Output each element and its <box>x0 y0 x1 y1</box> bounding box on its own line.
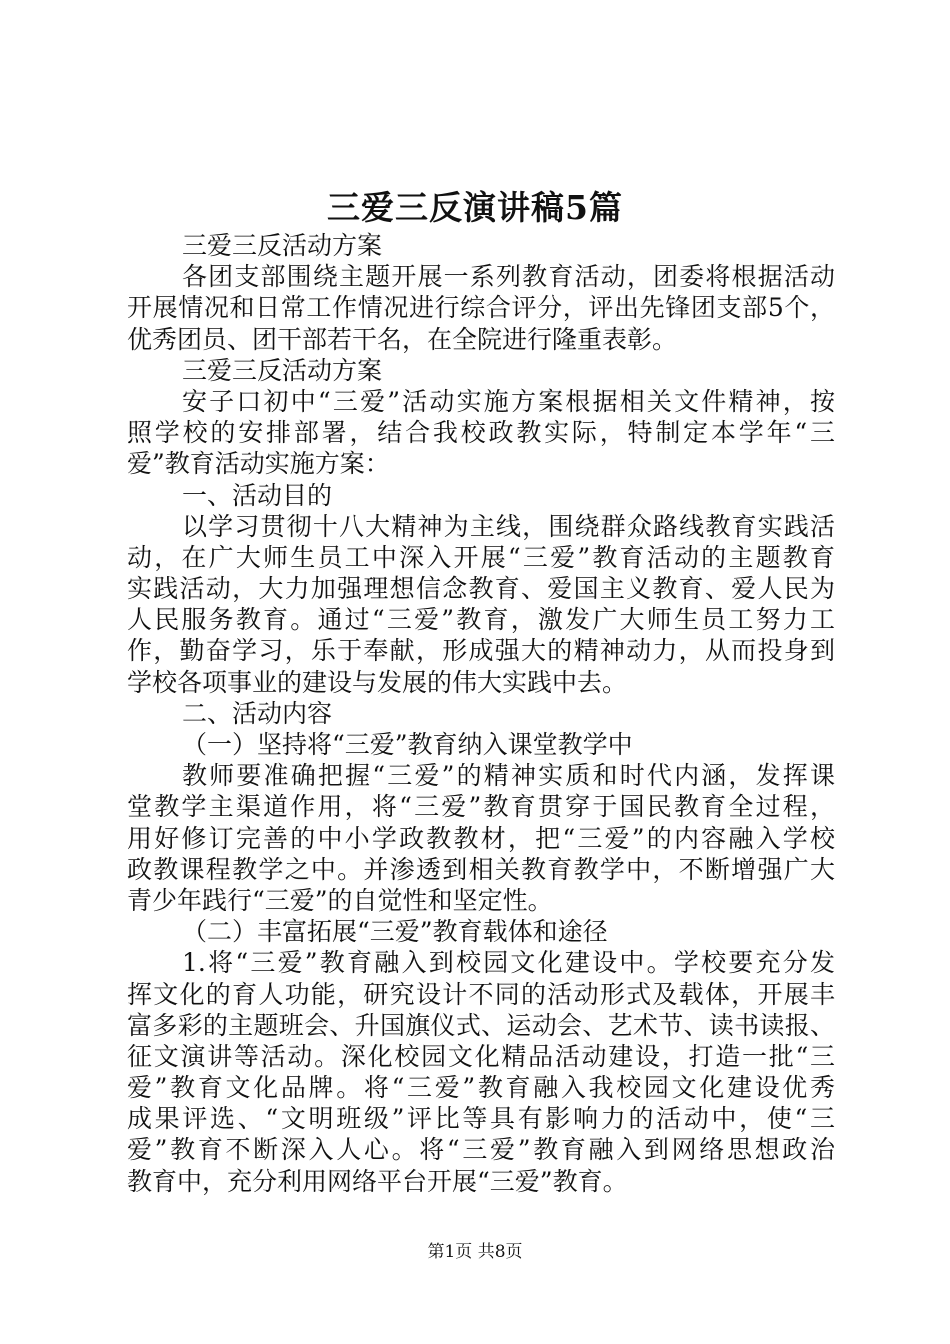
text-line: 爱”教育不断深入人心。将“三爱”教育融入到网络思想政治 <box>127 1135 835 1165</box>
text-line: 青少年践行“三爱”的自觉性和坚定性。 <box>127 885 553 915</box>
text-line: 富多彩的主题班会、升国旗仪式、运动会、艺术节、读书读报、 <box>127 1010 835 1040</box>
document-title: 三爱三反演讲稿5篇 <box>327 188 623 227</box>
text-line: 三爱三反活动方案 <box>182 231 383 260</box>
text-line: 照学校的安排部署，结合我校政教实际，特制定本学年“三 <box>127 418 835 448</box>
text-line: 三爱三反活动方案 <box>182 355 383 385</box>
text-line: 挥文化的育人功能，研究设计不同的活动形式及载体，开展丰 <box>127 979 835 1009</box>
text-line: 人民服务教育。通过“三爱”教育，激发广大师生员工努力工 <box>127 605 835 635</box>
text-line: 以学习贯彻十八大精神为主线，围绕群众路线教育实践活 <box>182 511 835 541</box>
text-line: 各团支部围绕主题开展一系列教育活动，团委将根据活动 <box>182 262 835 292</box>
text-line: （二）丰富拓展“三爱”教育载体和途径 <box>182 917 608 947</box>
text-line: 二、活动内容 <box>182 698 333 728</box>
text-line: 安子口初中“三爱”活动实施方案根据相关文件精神，按 <box>182 386 835 416</box>
text-line: 用好修订完善的中小学政教教材，把“三爱”的内容融入学校 <box>127 823 835 853</box>
text-line: 1.将“三爱”教育融入到校园文化建设中。学校要充分发 <box>182 948 835 978</box>
text-line: 成果评选、“文明班级”评比等具有影响力的活动中，使“三 <box>127 1104 835 1134</box>
text-line: 实践活动，大力加强理想信念教育、爱国主义教育、爱人民为 <box>127 574 835 604</box>
text-line: 教师要准确把握“三爱”的精神实质和时代内涵，发挥课 <box>182 761 835 791</box>
text-line: 征文演讲等活动。深化校园文化精品活动建设，打造一批“三 <box>127 1041 835 1071</box>
text-line: 开展情况和日常工作情况进行综合评分，评出先锋团支部5个， <box>127 293 835 323</box>
text-line: 堂教学主渠道作用，将“三爱”教育贯穿于国民教育全过程， <box>127 792 835 822</box>
document-body <box>127 230 835 1197</box>
text-line: 学校各项事业的建设与发展的伟大实践中去。 <box>127 667 628 697</box>
text-line: 作，勤奋学习，乐于奉献，形成强大的精神动力，从而投身到 <box>127 636 835 666</box>
text-line: 政教课程教学之中。并渗透到相关教育教学中，不断增强广大 <box>127 854 835 884</box>
text-line: 动，在广大师生员工中深入开展“三爱”教育活动的主题教育 <box>127 542 835 572</box>
text-line: （一）坚持将“三爱”教育纳入课堂教学中 <box>182 730 633 759</box>
text-line: 爱”教育文化品牌。将“三爱”教育融入我校园文化建设优秀 <box>127 1073 835 1103</box>
page-footer: 第1页 共8页 <box>427 1242 523 1262</box>
text-line: 优秀团员、团干部若干名，在全院进行隆重表彰。 <box>127 324 678 354</box>
text-line: 一、活动目的 <box>182 480 333 510</box>
text-line: 爱”教育活动实施方案： <box>127 449 390 479</box>
text-line: 教育中，充分利用网络平台开展“三爱”教育。 <box>127 1166 628 1196</box>
